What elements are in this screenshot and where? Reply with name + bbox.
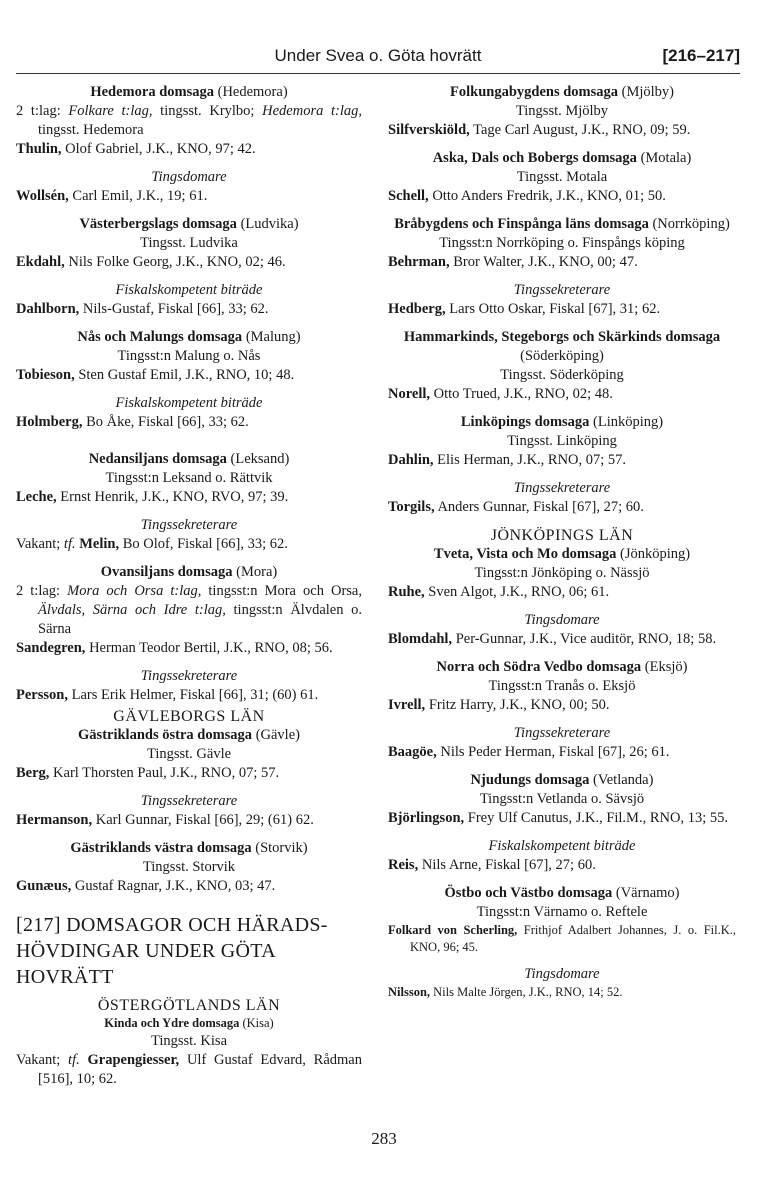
county-heading: JÖNKÖPINGS LÄN: [490, 527, 634, 544]
venue-line: Tingsst:n Malung o. Nås: [117, 348, 261, 364]
role-heading: Tingssekreterare: [513, 725, 611, 741]
role-heading: Tingssekreterare: [140, 668, 238, 684]
judge-entry: Gunæus, Gustaf Ragnar, J.K., KNO, 03; 47.: [16, 878, 276, 894]
court-heading: Gästriklands västra domsaga (Storvik): [70, 840, 308, 856]
role-heading: Tingssekreterare: [513, 282, 611, 298]
role-heading: Tingssekreterare: [140, 517, 238, 533]
court-heading: Linköpings domsaga (Linköping): [460, 414, 664, 430]
person-entry: Nilsson, Nils Malte Jörgen, J.K., RNO, 14; 52.: [388, 985, 623, 999]
court-heading: Bråbygdens och Finspånga läns domsaga (Norrköping): [394, 216, 730, 232]
court-heading: Gästriklands östra domsaga (Gävle): [78, 727, 300, 743]
court-heading: Njudungs domsaga (Vetlanda): [470, 772, 654, 788]
role-heading: Tingsdomare: [524, 966, 600, 982]
person-entry: Baagöe, Nils Peder Herman, Fiskal [67], 26; 61.: [388, 744, 670, 760]
sessions-line: 2 t:lag: Folkare t:lag, tingsst. Krylbo; Hedemora t:lag, tingsst. Hedemora: [16, 103, 363, 138]
judge-entry: Schell, Otto Anders Fredrik, J.K., KNO, 01; 50.: [388, 188, 666, 204]
county-heading: ÖSTERGÖTLANDS LÄN: [97, 997, 281, 1014]
court-heading: Folkungabygdens domsaga (Mjölby): [450, 84, 674, 100]
person-entry: Reis, Nils Arne, Fiskal [67], 27; 60.: [388, 857, 596, 873]
person-entry: Hermanson, Karl Gunnar, Fiskal [66], 29; (61) 62.: [16, 812, 314, 828]
venue-line: Tingsst:n Leksand o. Rättvik: [105, 470, 273, 486]
judge-entry: Behrman, Bror Walter, J.K., KNO, 00; 47.: [388, 254, 638, 270]
role-heading: Fiskalskompetent biträde: [115, 282, 263, 298]
judge-entry: Folkard von Scherling, Frithjof Adalbert Johannes, J. o. Fil.K., KNO, 96; 45.: [388, 923, 737, 954]
person-entry: Persson, Lars Erik Helmer, Fiskal [66], 31; (60) 61.: [16, 687, 319, 703]
judge-entry: Berg, Karl Thorsten Paul, J.K., RNO, 07; 57.: [16, 765, 280, 781]
venue-line: Tingsst. Kisa: [150, 1033, 228, 1049]
county-heading: GÄVLEBORGS LÄN: [113, 708, 265, 725]
header-rule: [16, 73, 740, 74]
court-heading: Aska, Dals och Bobergs domsaga (Motala): [432, 150, 692, 166]
running-header: [16, 44, 740, 70]
judge-entry: Tobieson, Sten Gustaf Emil, J.K., RNO, 10; 48.: [16, 367, 295, 383]
judge-entry: Thulin, Olof Gabriel, J.K., KNO, 97; 42.: [16, 141, 256, 157]
venue-line: Tingsst. Motala: [516, 169, 608, 185]
venue-line: Tingsst. Mjölby: [515, 103, 609, 119]
venue-line: Tingsst. Storvik: [142, 859, 236, 875]
person-entry: Torgils, Anders Gunnar, Fiskal [67], 27; 60.: [388, 499, 644, 515]
venue-line: Tingsst. Gävle: [146, 746, 232, 762]
person-entry: Hedberg, Lars Otto Oskar, Fiskal [67], 31; 62.: [388, 301, 661, 317]
court-heading: Hedemora domsaga (Hedemora): [90, 84, 288, 100]
person-entry: Blomdahl, Per-Gunnar, J.K., Vice auditör, RNO, 18; 58.: [388, 631, 717, 647]
court-heading: Nås och Malungs domsaga (Malung): [77, 329, 301, 345]
venue-line: Tingsst:n Jönköping o. Nässjö: [474, 565, 650, 581]
court-heading: Östbo och Västbo domsaga (Värnamo): [444, 885, 680, 901]
person-entry: Vakant; tf. Grapengiesser, Ulf Gustaf Edvard, Rådman [516], 10; 62.: [16, 1052, 362, 1087]
judge-entry: Silfverskiöld, Tage Carl August, J.K., RNO, 09; 59.: [388, 122, 691, 138]
court-heading: Kinda och Ydre domsaga (Kisa): [104, 1016, 274, 1030]
judge-entry: Ruhe, Sven Algot, J.K., RNO, 06; 61.: [388, 584, 610, 600]
section-heading: [217] DOMSAGOR OCH HÄRADS-HÖVDINGAR UNDER GÖTA HOVRÄTT: [16, 914, 328, 988]
role-heading: Tingsdomare: [524, 612, 600, 628]
person-entry: Vakant; tf. Melin, Bo Olof, Fiskal [66], 33; 62.: [16, 536, 288, 552]
judge-entry: Sandegren, Herman Teodor Bertil, J.K., RNO, 08; 56.: [16, 640, 333, 656]
judge-entry: Ivrell, Fritz Harry, J.K., KNO, 00; 50.: [388, 697, 610, 713]
person-entry: Dahlborn, Nils-Gustaf, Fiskal [66], 33; 62.: [16, 301, 269, 317]
judge-entry: Norell, Otto Trued, J.K., RNO, 02; 48.: [388, 386, 613, 402]
court-heading: Nedansiljans domsaga (Leksand): [88, 451, 290, 467]
venue-line: Tingsst. Linköping: [507, 433, 617, 449]
judge-entry: Leche, Ernst Henrik, J.K., KNO, RVO, 97; 39.: [16, 489, 289, 505]
role-heading: Tingsdomare: [151, 169, 227, 185]
venue-line: Tingsst. Söderköping: [500, 367, 624, 383]
venue-line: Tingsst:n Norrköping o. Finspångs köping: [439, 235, 685, 251]
judge-entry: Ekdahl, Nils Folke Georg, J.K., KNO, 02; 46.: [16, 254, 286, 270]
role-heading: Tingssekreterare: [513, 480, 611, 496]
role-heading: Fiskalskompetent biträde: [488, 838, 636, 854]
court-heading: Västerbergslags domsaga (Ludvika): [79, 216, 299, 232]
court-heading: Hammarkinds, Stegeborgs och Skärkinds domsaga (Söderköping): [403, 329, 721, 364]
role-heading: Fiskalskompetent biträde: [115, 395, 263, 411]
court-heading: Ovansiljans domsaga (Mora): [100, 564, 278, 580]
court-heading: Tveta, Vista och Mo domsaga (Jönköping): [433, 546, 691, 562]
page-range: [216–217]: [662, 46, 740, 65]
running-title: Under Svea o. Göta hovrätt: [274, 46, 482, 65]
court-heading: Norra och Södra Vedbo domsaga (Eksjö): [436, 659, 688, 675]
sessions-line: 2 t:lag: Mora och Orsa t:lag, tingsst:n Mora och Orsa, Älvdals, Särna och Idre t:lag, tingsst:n Älvdalen o. Särna: [16, 583, 362, 637]
judge-entry: Dahlin, Elis Herman, J.K., RNO, 07; 57.: [388, 452, 627, 468]
venue-line: Tingsst. Ludvika: [140, 235, 238, 251]
role-heading: Tingssekreterare: [140, 793, 238, 809]
page-number: 283: [371, 1129, 397, 1148]
venue-line: Tingsst:n Tranås o. Eksjö: [488, 678, 636, 694]
venue-line: Tingsst:n Vetlanda o. Sävsjö: [479, 791, 645, 807]
right-column: [388, 83, 736, 1001]
left-column: [16, 83, 362, 1089]
person-entry: Holmberg, Bo Åke, Fiskal [66], 33; 62.: [16, 414, 249, 430]
venue-line: Tingsst:n Värnamo o. Reftele: [476, 904, 648, 920]
judge-entry: Björlingson, Frey Ulf Canutus, J.K., Fil.M., RNO, 13; 55.: [388, 810, 728, 826]
person-entry: Wollsén, Carl Emil, J.K., 19; 61.: [16, 188, 208, 204]
